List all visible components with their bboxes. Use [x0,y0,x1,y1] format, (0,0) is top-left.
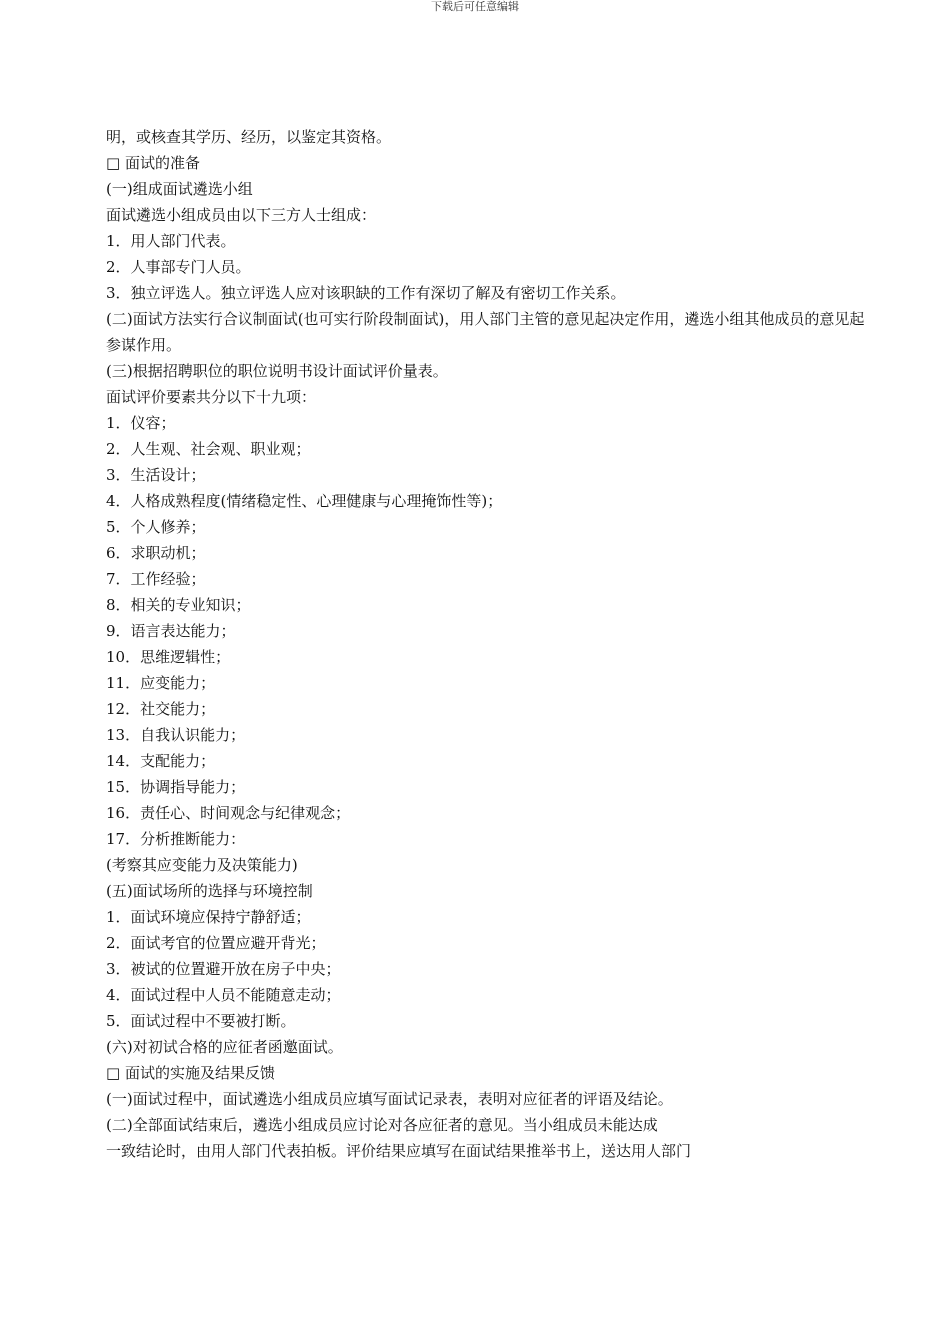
subsection-heading: (五)面试场所的选择与环境控制 [106,882,313,900]
list-item: 16．责任心、时间观念与纪律观念； [106,804,351,822]
document-body [106,124,866,1164]
paragraph: 一致结论时，由用人部门代表拍板。评价结果应填写在面试结果推举书上，送达用人部门 [106,1142,692,1160]
list-item: 3．生活设计； [106,466,206,484]
list-item: 17．分析推断能力： [106,830,246,848]
page-header: 下载后可任意编辑 [431,0,519,13]
list-item: 5．面试过程中不要被打断。 [106,1012,296,1030]
list-item: 13．自我认识能力； [106,726,246,744]
list-item: 8．相关的专业知识； [106,596,251,614]
list-item: 14．支配能力； [106,752,216,770]
list-item: 1．仪容； [106,414,176,432]
list-item: 1．面试环境应保持宁静舒适； [106,908,311,926]
list-item: 9．语言表达能力； [106,622,236,640]
section-heading: □ 面试的准备 [106,154,200,172]
list-item: 15．协调指导能力； [106,778,246,796]
subsection-heading: (三)根据招聘职位的职位说明书设计面试评价量表。 [106,362,448,380]
list-item: 2．人生观、社会观、职业观； [106,440,311,458]
subsection-heading: (一)组成面试遴选小组 [106,180,253,198]
list-item: 1．用人部门代表。 [106,232,236,250]
paragraph: 明，或核查其学历、经历，以鉴定其资格。 [106,128,392,146]
section-heading: □ 面试的实施及结果反馈 [106,1064,275,1082]
list-item: 4．面试过程中人员不能随意走动； [106,986,341,1004]
list-item: 2．人事部专门人员。 [106,258,251,276]
subsection-heading: (六)对初试合格的应征者函邀面试。 [106,1038,343,1056]
list-item: 11．应变能力； [106,674,216,692]
list-item: 3．独立评选人。独立评选人应对该职缺的工作有深切了解及有密切工作关系。 [106,284,626,302]
list-item: 6．求职动机； [106,544,206,562]
list-item: 2．面试考官的位置应避开背光； [106,934,326,952]
subsection-paragraph: (二)面试方法实行合议制面试(也可实行阶段制面试)，用人部门主管的意见起决定作用，遴选小组其他成员的意见起参谋作用。 [106,310,865,354]
paragraph: 面试评价要素共分以下十九项： [106,388,317,406]
list-item: 7．工作经验； [106,570,206,588]
list-item: 10．思维逻辑性； [106,648,231,666]
list-item: 4．人格成熟程度(情绪稳定性、心理健康与心理掩饰性等)； [106,492,503,510]
list-item: 3．被试的位置避开放在房子中央； [106,960,341,978]
list-item: 12．社交能力； [106,700,216,718]
list-item: 5．个人修养； [106,518,206,536]
paragraph: (考察其应变能力及决策能力) [106,856,298,874]
paragraph: 面试遴选小组成员由以下三方人士组成： [106,206,377,224]
paragraph: (一)面试过程中，面试遴选小组成员应填写面试记录表，表明对应征者的评语及结论。 [106,1090,673,1108]
paragraph: (二)全部面试结束后，遴选小组成员应讨论对各应征者的意见。当小组成员未能达成 [106,1116,658,1134]
